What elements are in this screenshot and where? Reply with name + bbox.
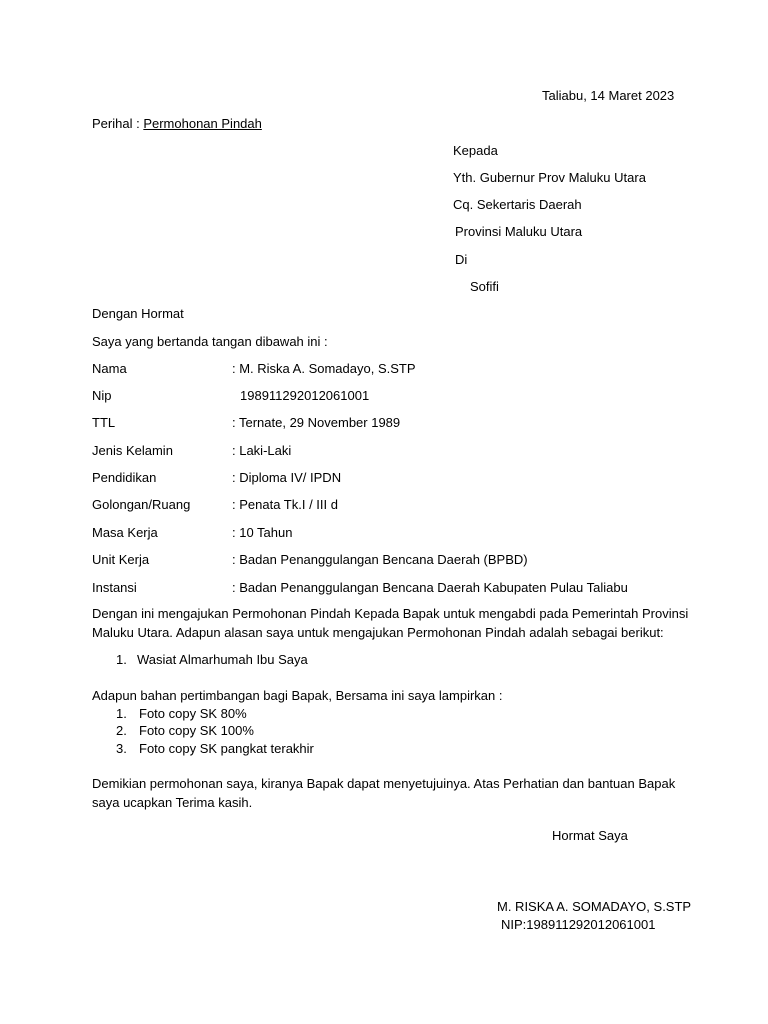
closing-paragraph-line: Demikian permohonan saya, kiranya Bapak dapat menyetujuinya. Atas Perhatian dan bantuan Bapak bbox=[92, 776, 676, 791]
list-item-number: 2. bbox=[116, 723, 127, 738]
list-item: Wasiat Almarhumah Ibu Saya bbox=[137, 652, 308, 667]
subject-label: Perihal : bbox=[92, 116, 140, 131]
attachments-intro: Adapun bahan pertimbangan bagi Bapak, Bersama ini saya lampirkan : bbox=[92, 688, 503, 703]
greeting: Dengan Hormat bbox=[92, 306, 184, 321]
identity-label: Instansi bbox=[92, 580, 137, 595]
identity-label: TTL bbox=[92, 415, 116, 430]
request-paragraph-line: Dengan ini mengajukan Permohonan Pindah Kepada Bapak untuk mengabdi pada Pemerintah Provinsi bbox=[92, 606, 689, 621]
signer-name: M. RISKA A. SOMADAYO, S.STP bbox=[497, 899, 692, 914]
identity-label: Nama bbox=[92, 361, 127, 376]
list-item-number: 1. bbox=[116, 706, 127, 721]
identity-value: : M. Riska A. Somadayo, S.STP bbox=[232, 361, 416, 376]
list-item-number: 3. bbox=[116, 741, 127, 756]
request-paragraph-line: Maluku Utara. Adapun alasan saya untuk mengajukan Permohonan Pindah adalah sebagai berikut: bbox=[92, 625, 664, 640]
identity-label: Unit Kerja bbox=[92, 552, 150, 567]
identity-value: : Ternate, 29 November 1989 bbox=[232, 415, 401, 430]
subject-value: Permohonan Pindah bbox=[143, 116, 262, 131]
identity-value: : Diploma IV/ IPDN bbox=[232, 470, 342, 485]
recipient-line: Yth. Gubernur Prov Maluku Utara bbox=[453, 170, 646, 185]
letter-date: Taliabu, 14 Maret 2023 bbox=[542, 88, 675, 103]
list-item: Foto copy SK 80% bbox=[139, 706, 247, 721]
recipient-line: Sofifi bbox=[470, 279, 499, 294]
recipient-line: Di bbox=[455, 252, 468, 267]
list-item: Foto copy SK pangkat terakhir bbox=[139, 741, 314, 756]
identity-value: : Laki-Laki bbox=[232, 443, 292, 458]
identity-value: : Badan Penanggulangan Bencana Daerah Kabupaten Pulau Taliabu bbox=[232, 580, 628, 595]
identity-label: Masa Kerja bbox=[92, 525, 158, 540]
identity-label: Golongan/Ruang bbox=[92, 497, 191, 512]
identity-value: 198911292012061001 bbox=[240, 388, 370, 403]
recipient-line: Kepada bbox=[453, 143, 498, 158]
list-item-number: 1. bbox=[116, 652, 127, 667]
identity-label: Jenis Kelamin bbox=[92, 443, 173, 458]
sign-off: Hormat Saya bbox=[552, 828, 628, 843]
identity-label: Pendidikan bbox=[92, 470, 157, 485]
list-item: Foto copy SK 100% bbox=[139, 723, 254, 738]
recipient-line: Provinsi Maluku Utara bbox=[455, 224, 583, 239]
identity-value: : Badan Penanggulangan Bencana Daerah (BPBD) bbox=[232, 552, 528, 567]
subject-line bbox=[92, 116, 262, 132]
identity-value: : Penata Tk.I / III d bbox=[232, 497, 338, 512]
signer-nip: NIP:198911292012061001 bbox=[501, 917, 656, 932]
identity-value: : 10 Tahun bbox=[232, 525, 293, 540]
recipient-line: Cq. Sekertaris Daerah bbox=[453, 197, 582, 212]
intro-text: Saya yang bertanda tangan dibawah ini : bbox=[92, 334, 328, 349]
closing-paragraph-line: saya ucapkan Terima kasih. bbox=[92, 795, 253, 810]
identity-label: Nip bbox=[92, 388, 112, 403]
